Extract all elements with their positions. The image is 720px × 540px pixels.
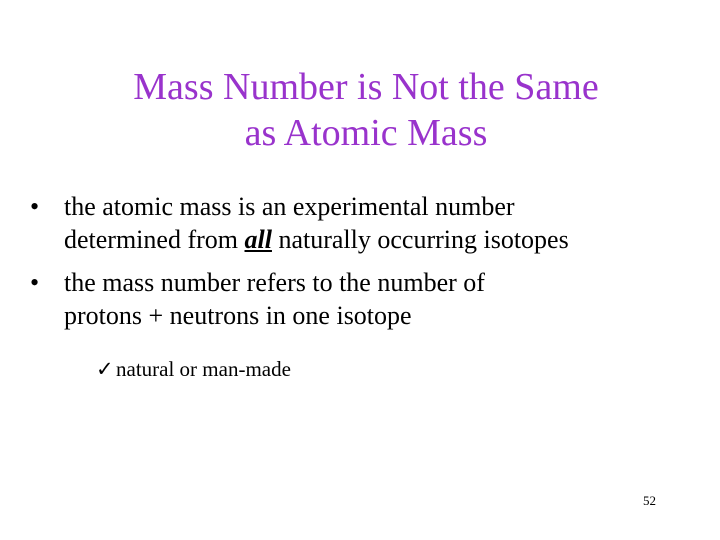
title-line-1: Mass Number is Not the Same [133,66,599,108]
bullet-item-atomic-mass [30,190,710,256]
bullet-dot: • [30,192,40,221]
bullet-list [30,190,710,342]
page-number: 52 [643,493,656,508]
sub-bullet-item [96,355,291,383]
check-icon: ✓ [96,357,114,381]
bullet-line: the atomic mass is an experimental number [64,192,515,221]
sub-bullet-text: natural or man-made [116,357,291,381]
bullet-line: protons + neutrons in one isotope [64,301,412,330]
bullet-item-mass-number [30,266,710,332]
slide-title [60,64,672,156]
bullet-line: the mass number refers to the number of [64,268,485,297]
bullet-text: determined from [64,225,245,254]
bullet-text: naturally occurring isotopes [271,225,569,254]
bullet-dot: • [30,268,40,297]
bullet-line [64,223,710,256]
emphasis-word: all [244,225,272,254]
title-line-2: as Atomic Mass [244,112,488,154]
